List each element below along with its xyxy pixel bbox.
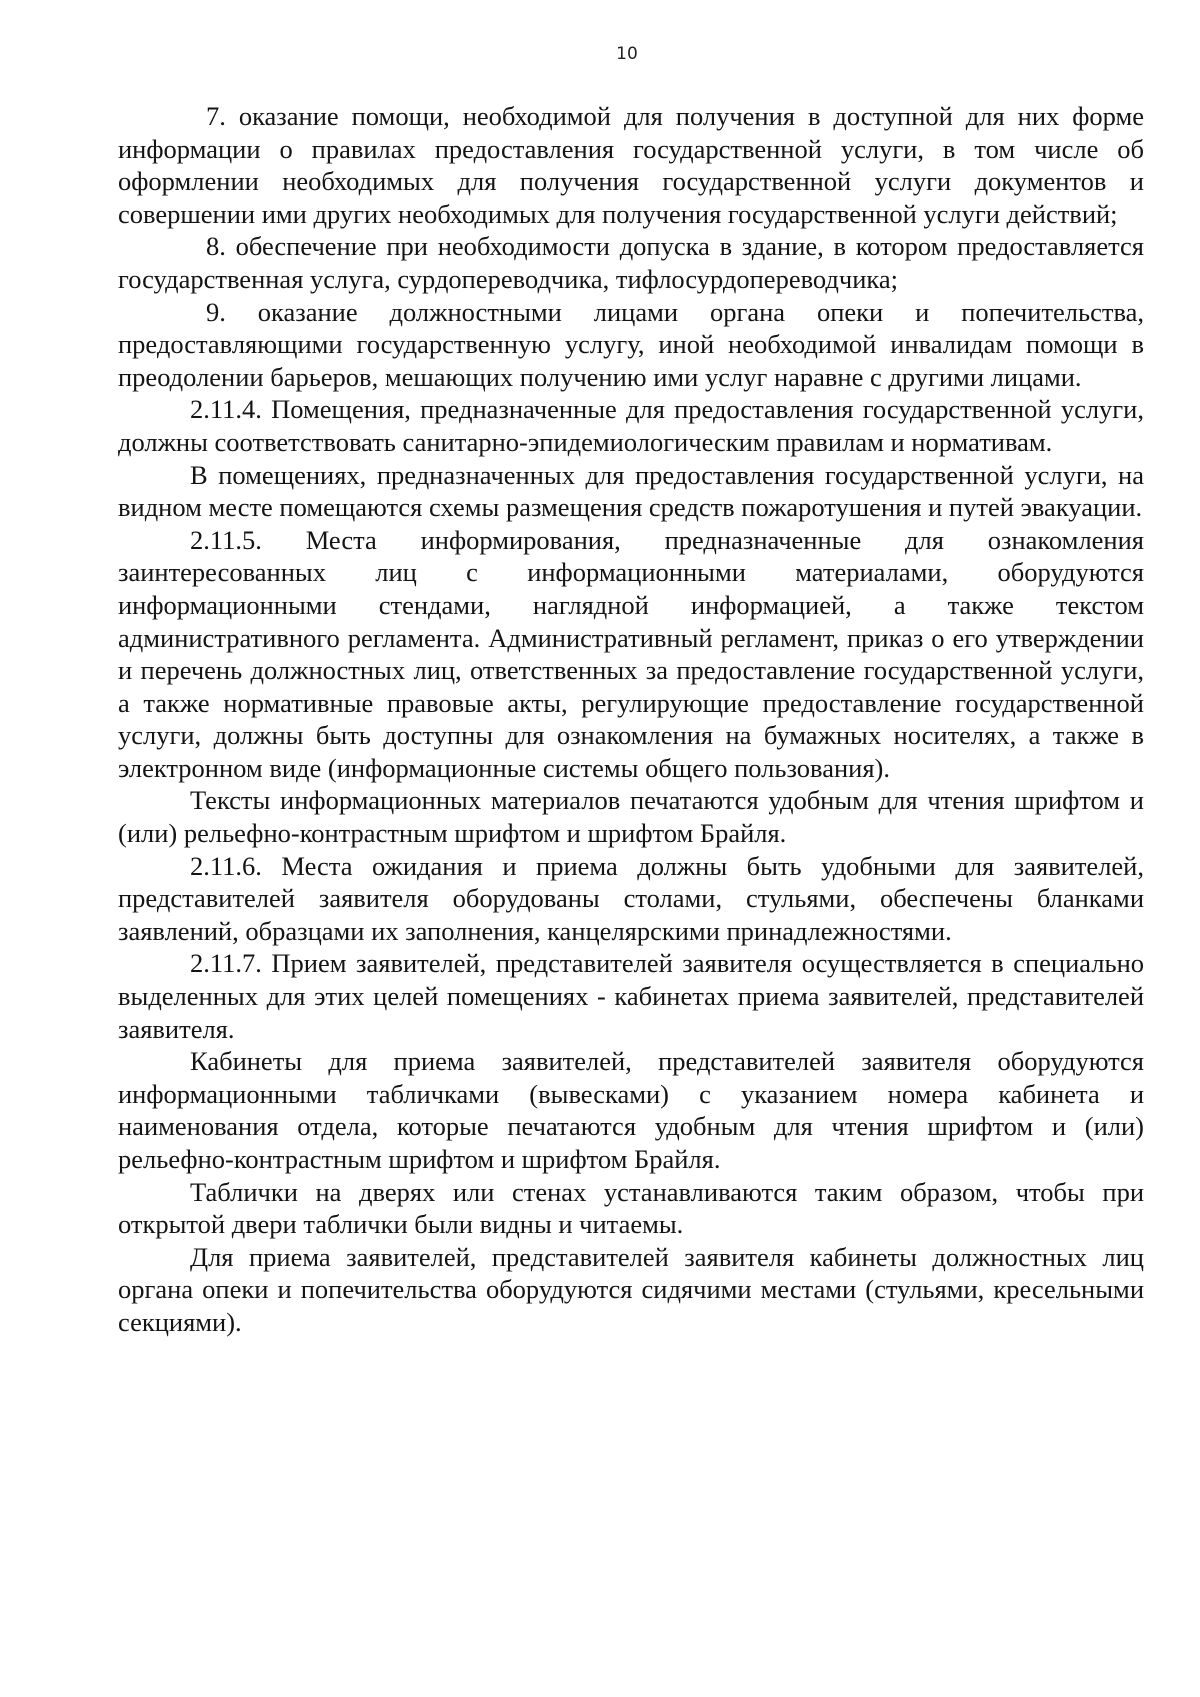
paragraph-2-11-5: 2.11.5. Места информирования, предназначенные для ознакомления заинтересованных лиц с информационными материалами, оборудуются информационными стендами, наглядной информацией, а также текстом административного регламента. Административный регламент, приказ о его утверждении и перечень должностных лиц, ответственных за предоставление государственной услуги, а также нормативные правовые акты, регулирующие предоставление государственной услуги, должны быть доступны для ознакомления на бумажных носителях, а также в электронном виде (информационные системы общего пользования). — [118, 524, 1144, 783]
paragraph-item-8: 8. обеспечение при необходимости допуска в здание, в котором предоставляется государственная услуга, сурдопереводчика, тифлосурдопереводчика; — [118, 231, 1144, 294]
paragraph-2-11-7: 2.11.7. Прием заявителей, представителей заявителя осуществляется в специально выделенных для этих целей помещениях - кабинетах приема заявителей, представителей заявителя. — [118, 948, 1144, 1044]
document-body — [118, 100, 1144, 1339]
paragraph-item-9: 9. оказание должностными лицами органа опеки и попечительства, предоставляющими государственную услугу, иной необходимой инвалидам помощи в преодолении барьеров, мешающих получению ими услуг наравне с другими лицами. — [118, 296, 1144, 392]
paragraph-braille-texts: Тексты информационных материалов печатаются удобным для чтения шрифтом и (или) рельефно-контрастным шрифтом и шрифтом Брайля. — [118, 785, 1144, 849]
paragraph-seating: Для приема заявителей, представителей заявителя кабинеты должностных лиц органа опеки и попечительства оборудуются сидячими местами (стульями, кресельными секциями). — [118, 1241, 1144, 1337]
paragraph-evacuation-schemes: В помещениях, предназначенных для предоставления государственной услуги, на видном месте помещаются схемы размещения средств пожаротушения и путей эвакуации. — [118, 459, 1144, 523]
paragraph-cabinet-signs: Кабинеты для приема заявителей, представителей заявителя оборудуются информационными табличками (вывесками) с указанием номера кабинета и наименования отдела, которые печатаются удобным для чтения шрифтом и (или) рельефно-контрастным шрифтом и шрифтом Брайля. — [118, 1046, 1144, 1174]
paragraph-item-7: 7. оказание помощи, необходимой для получения в доступной для них форме информации о правилах предоставления государственной услуги, в том числе об оформлении необходимых для получения государственной услуги документов и совершении ими других необходимых для получения государственной услуги действий; — [118, 101, 1144, 229]
paragraph-2-11-4: 2.11.4. Помещения, предназначенные для предоставления государственной услуги, должны соответствовать санитарно-эпидемиологическим правилам и нормативам. — [118, 394, 1144, 457]
paragraph-2-11-6: 2.11.6. Места ожидания и приема должны быть удобными для заявителей, представителей заявителя оборудованы столами, стульями, обеспечены бланками заявлений, образцами их заполнения, канцелярскими принадлежностями. — [118, 850, 1144, 946]
page-number: 10 — [616, 44, 638, 64]
paragraph-door-signs: Таблички на дверях или стенах устанавливаются таким образом, чтобы при открытой двери таблички были видны и читаемы. — [118, 1176, 1144, 1240]
